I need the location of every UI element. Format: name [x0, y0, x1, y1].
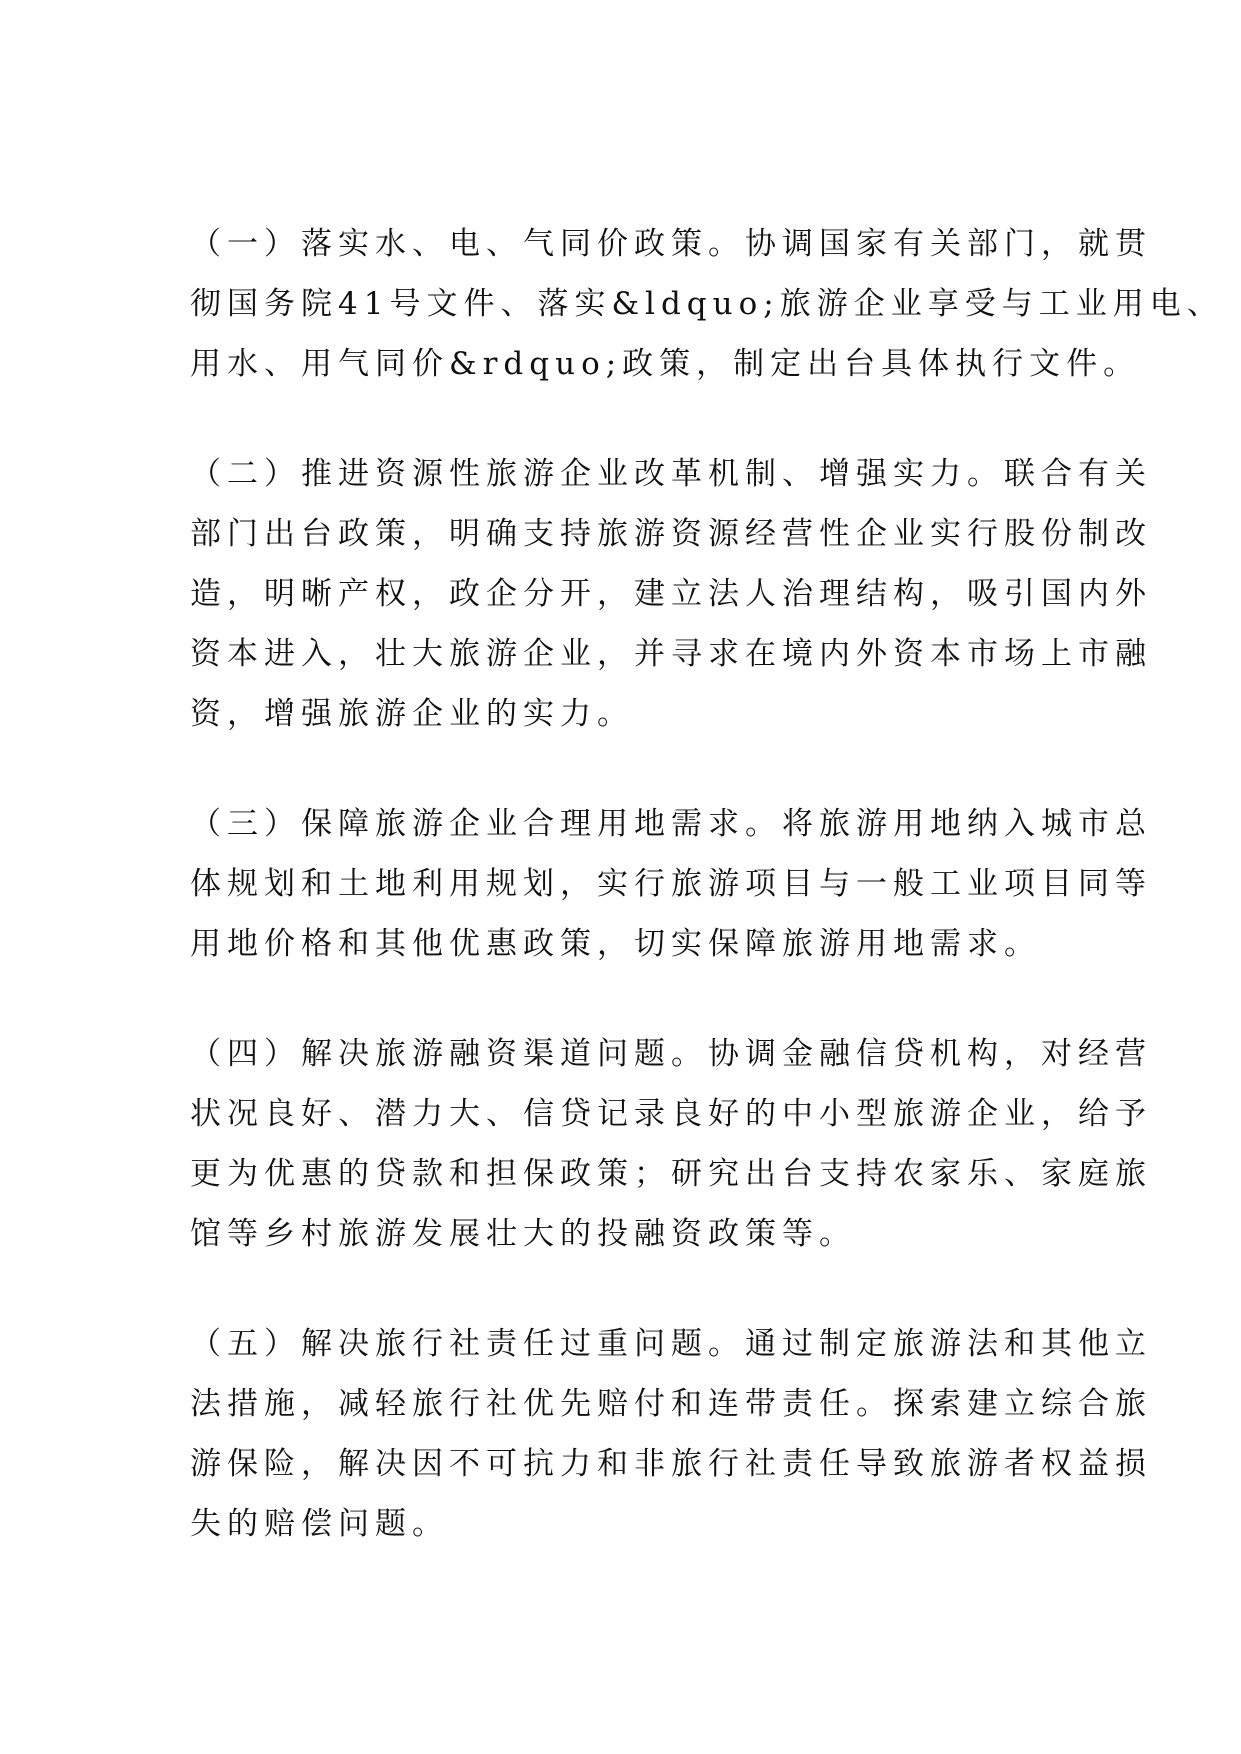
paragraph-line: （五）解决旅行社责任过重问题。通过制定旅游法和其他立 — [190, 1326, 1152, 1362]
paragraph-4 — [190, 1024, 1152, 1264]
paragraph-line: 彻国务院41号文件、落实&ldquo;旅游企业享受与工业用电、 — [190, 286, 1224, 322]
paragraph-line: 更为优惠的贷款和担保政策；研究出台支持农家乐、家庭旅 — [190, 1156, 1152, 1192]
paragraph-line: （三）保障旅游企业合理用地需求。将旅游用地纳入城市总 — [190, 806, 1152, 842]
paragraph-line: 造，明晰产权，政企分开，建立法人治理结构，吸引国内外 — [190, 576, 1152, 612]
paragraph-line: 状况良好、潜力大、信贷记录良好的中小型旅游企业，给予 — [190, 1096, 1152, 1132]
paragraph-line: 资本进入，壮大旅游企业，并寻求在境内外资本市场上市融 — [190, 636, 1152, 672]
paragraph-3 — [190, 794, 1152, 974]
paragraph-line: （四）解决旅游融资渠道问题。协调金融信贷机构，对经营 — [190, 1036, 1152, 1072]
paragraph-2 — [190, 444, 1152, 744]
paragraph-line: 用地价格和其他优惠政策，切实保障旅游用地需求。 — [190, 926, 1041, 962]
paragraph-line: 体规划和土地利用规划，实行旅游项目与一般工业项目同等 — [190, 866, 1152, 902]
paragraph-line: 用水、用气同价&rdquo;政策，制定出台具体执行文件。 — [190, 346, 1141, 382]
paragraph-line: （二）推进资源性旅游企业改革机制、增强实力。联合有关 — [190, 456, 1152, 492]
paragraph-1 — [190, 214, 1224, 394]
paragraph-line: 部门出台政策，明确支持旅游资源经营性企业实行股份制改 — [190, 516, 1152, 552]
paragraph-line: 资，增强旅游企业的实力。 — [190, 696, 634, 732]
paragraph-line: 法措施，减轻旅行社优先赔付和连带责任。探索建立综合旅 — [190, 1386, 1152, 1422]
paragraph-line: 游保险，解决因不可抗力和非旅行社责任导致旅游者权益损 — [190, 1446, 1152, 1482]
paragraph-line: 失的赔偿问题。 — [190, 1506, 449, 1542]
paragraph-5 — [190, 1314, 1152, 1554]
paragraph-line: （一）落实水、电、气同价政策。协调国家有关部门，就贯 — [190, 226, 1152, 262]
paragraph-line: 馆等乡村旅游发展壮大的投融资政策等。 — [190, 1216, 856, 1252]
